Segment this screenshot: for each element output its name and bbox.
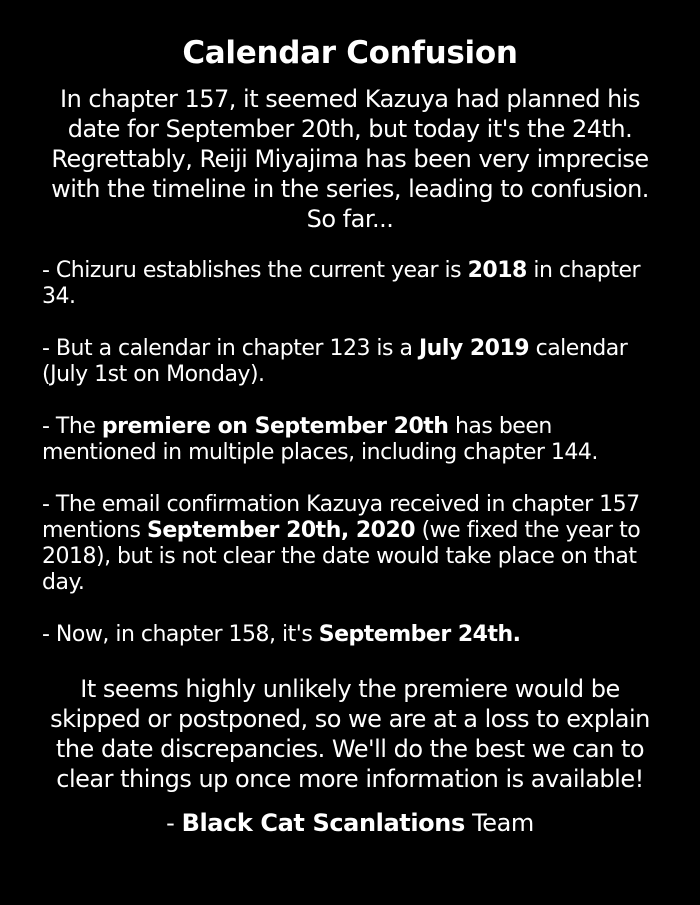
highlight-text: July 2019: [418, 336, 530, 361]
timeline-item: - The premiere on September 20th has been mentioned in multiple places, including chapter 144.: [42, 414, 598, 465]
closing-paragraph: It seems highly unlikely the premiere would be skipped or postponed, so we are at a loss to explain the date discrepancies. We'll do the best we can to clear things up once more information is available!: [50, 675, 650, 793]
timeline-list: [42, 258, 658, 648]
highlight-text: September 24th.: [318, 622, 521, 647]
highlight-text: 2018: [467, 258, 527, 283]
intro-paragraph: In chapter 157, it seemed Kazuya had planned his date for September 20th, but today it's the 24th. Regrettably, Reiji Miyajima has been very imprecise with the timeline in the series, leading to confusion. So far...: [51, 85, 649, 233]
page-title: Calendar Confusion: [182, 35, 518, 71]
timeline-item: - Now, in chapter 158, it's September 24th.: [42, 622, 521, 647]
timeline-item: - But a calendar in chapter 123 is a July 2019 calendar (July 1st on Monday).: [42, 336, 628, 387]
timeline-item: - The email confirmation Kazuya received in chapter 157 mentions September 20th, 2020 (we fixed the year to 2018), but is not clear the date would take place on that day.: [42, 492, 641, 595]
group-name: Black Cat Scanlations: [181, 809, 465, 837]
highlight-text: September 20th, 2020: [147, 518, 416, 543]
timeline-item: - Chizuru establishes the current year is 2018 in chapter 34.: [42, 258, 641, 309]
highlight-text: premiere on September 20th: [101, 414, 449, 439]
signoff: - Black Cat Scanlations Team: [166, 809, 534, 837]
